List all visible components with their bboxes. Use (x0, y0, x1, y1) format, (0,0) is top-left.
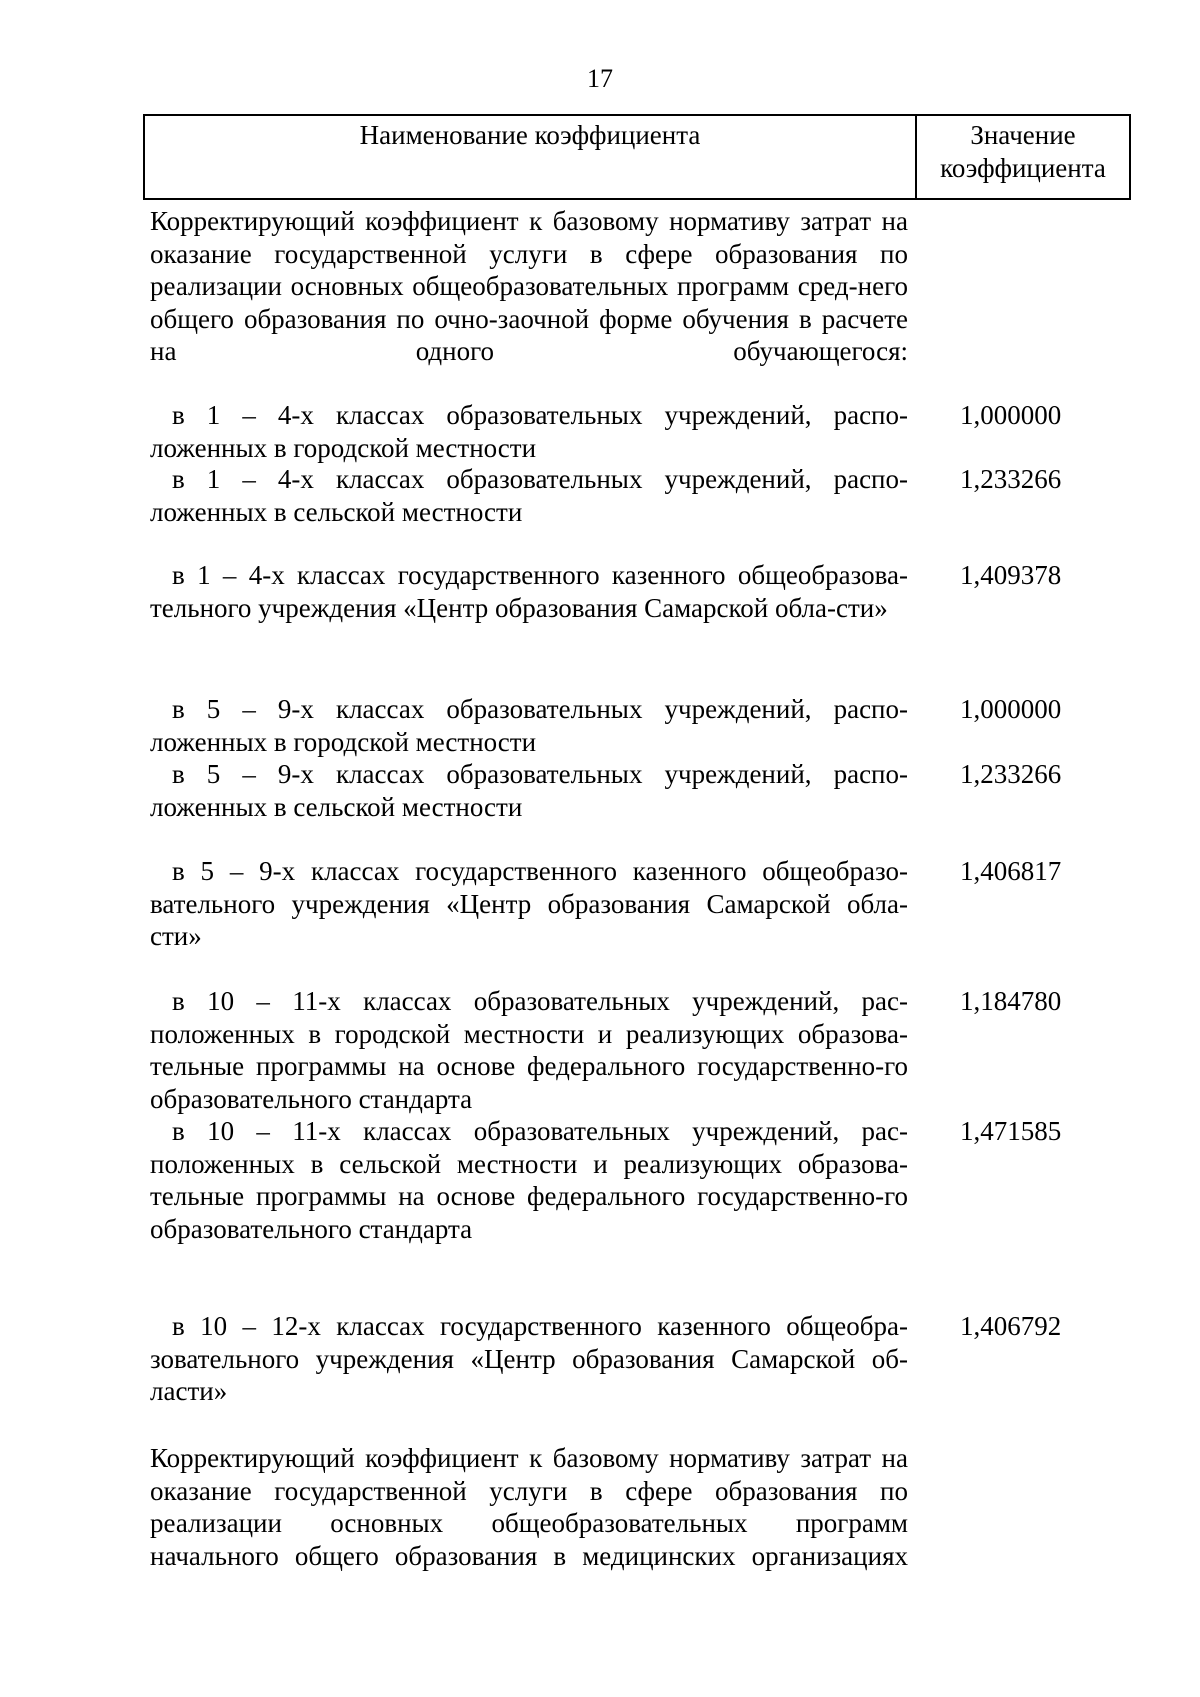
coefficient-value: 1,406792 (960, 1311, 1062, 1341)
coefficient-value: 1,406817 (960, 856, 1062, 886)
coefficient-item: в 10 – 12-х классах государственного казенного общеобра-зовательного учреждения «Центр образования Самарской об-ласти» (150, 1311, 908, 1406)
column-header-value-line2: коэффициента (940, 153, 1106, 183)
column-header-name: Наименование коэффициента (145, 116, 917, 198)
coefficient-value: 1,000000 (960, 400, 1062, 430)
section2-intro: Корректирующий коэффициент к базовому нормативу затрат на оказание государственной услуги в сфере образования по реализации основных общеобразовательных программ начального общего образования в медицинских организациях (150, 1443, 908, 1571)
page-number: 17 (587, 64, 613, 93)
coefficient-value: 1,000000 (960, 694, 1062, 724)
coefficient-value: 1,233266 (960, 759, 1062, 789)
coefficient-item: в 5 – 9-х классах образовательных учреждений, распо-ложенных в городской местности (150, 694, 908, 757)
table-header (143, 114, 1131, 200)
coefficient-item: в 1 – 4-х классах образовательных учреждений, распо-ложенных в сельской местности (150, 464, 908, 527)
coefficient-item: в 5 – 9-х классах образовательных учреждений, распо-ложенных в сельской местности (150, 759, 908, 822)
coefficient-item: в 1 – 4-х классах государственного казенного общеобразова-тельного учреждения «Центр образования Самарской обла-сти» (150, 560, 908, 623)
coefficient-item: в 10 – 11-х классах образовательных учреждений, рас-положенных в городской местности и реализующих образова-тельные программы на основе федерального государственно-го образовательного стандарта (150, 986, 908, 1114)
column-header-value-line1: Значение (970, 120, 1076, 150)
column-header-value (917, 116, 1129, 198)
coefficient-item: в 10 – 11-х классах образовательных учреждений, рас-положенных в сельской местности и реализующих образова-тельные программы на основе федерального государственно-го образовательного стандарта (150, 1116, 908, 1244)
section1-intro-text: Корректирующий коэффициент к базовому нормативу затрат на оказание государственной услуги в сфере образования по реализации основных общеобразовательных программ сред-него общего образования по очно-заочной форме обучения в расчете на одного обучающегося: (150, 206, 908, 366)
coefficient-value: 1,233266 (960, 464, 1062, 494)
section1-intro (150, 205, 908, 368)
coefficient-value: 1,184780 (960, 986, 1062, 1016)
coefficient-item: в 5 – 9-х классах государственного казенного общеобразо-вательного учреждения «Центр образования Самарской обла-сти» (150, 856, 908, 951)
coefficient-item: в 1 – 4-х классах образовательных учреждений, распо-ложенных в городской местности (150, 400, 908, 463)
coefficient-value: 1,409378 (960, 560, 1062, 590)
coefficient-value: 1,471585 (960, 1116, 1062, 1146)
